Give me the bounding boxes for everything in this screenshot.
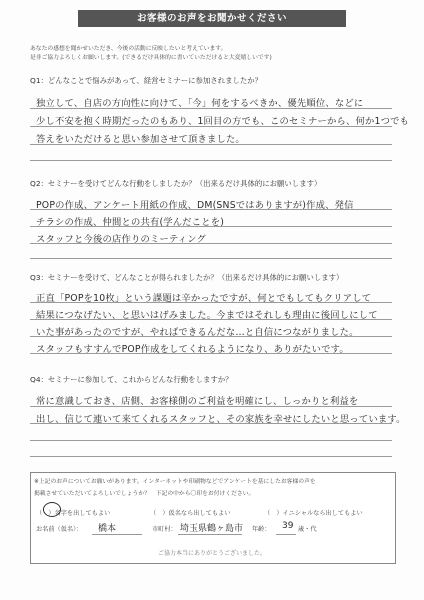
answer-rule	[30, 160, 392, 161]
answer-3-line-3: いた事があったのですが、やればできるんだな…と自信につながりました。	[36, 327, 359, 338]
answer-rule	[30, 336, 392, 337]
consent-line-1: ※上記のお声についてお願いがあります。インターネットや印刷物などでアンケートを基にしたお客様の声を	[34, 479, 316, 485]
age-label: 年齢：	[252, 526, 271, 533]
answer-rule	[30, 302, 392, 303]
answer-1-line-2: 少し不安を抱く時期だったのもあり、1回目の方でも、このセミナーから、何か1つでも	[36, 116, 410, 127]
city-label: 市町村：	[152, 526, 177, 533]
answer-rule	[30, 406, 392, 407]
question-1-title: Q1：どんなことで悩みがあって、経営セミナーに参加されましたか？	[30, 76, 263, 85]
page-title: お客様のお声をお聞かせください	[78, 10, 346, 27]
option-pseudonym[interactable]: （ ）仮名なら出してもよい	[150, 510, 231, 517]
name-label: お名前（仮名）：	[36, 526, 83, 533]
answer-rule	[30, 353, 392, 354]
age-suffix: 歳・代	[298, 526, 317, 533]
answer-rule	[30, 440, 392, 441]
age-value: 39	[282, 521, 294, 531]
consent-line-2: 掲載させていただいてよろしいでしょうか？ 下記の中から〇印をお付けください。	[34, 491, 255, 497]
answer-2-line-2: チラシの作成、仲間との共有(学んだことを)	[36, 217, 225, 228]
intro-text	[30, 45, 400, 62]
answer-2-line-3: スタッフと今後の店作りのミーティング	[36, 234, 207, 245]
selected-circle-mark	[43, 502, 61, 517]
option-initials[interactable]: （ ）イニシャルなら出してもよい	[264, 510, 363, 517]
thank-you-note: ご協力本当にありがとうございました。	[157, 550, 266, 557]
answer-rule	[30, 456, 392, 457]
answer-4-line-1: 常に意識しておき、店側、お客様側のご利益を明確にし、しっかりと利益を	[36, 396, 359, 407]
answer-rule	[30, 319, 392, 320]
answer-rule	[30, 258, 392, 259]
answer-3-line-2: 結果につなげたい、と思いはげみました。今まではそれしも理由に後回しにして	[36, 310, 378, 321]
intro-line-1: あなたの感想を聞かせいただき、今後の活動に反映したいと考えています。	[30, 46, 227, 52]
name-underline	[92, 534, 142, 535]
answer-rule	[30, 209, 392, 210]
answer-3-line-1: 正直「POPを10枚」という課題は辛かったですが、何とでもしてもクリアして	[36, 293, 372, 304]
question-2-title: Q2：セミナーを受けてどんな行動をしましたか？（出来るだけ具体的にお願いします）	[30, 179, 322, 188]
answer-1-line-1: 独立して、自店の方向性に向けて、「今」何をするべきか、優先順位、などに	[36, 98, 364, 109]
answer-rule	[30, 226, 392, 227]
answer-3-line-4: スタッフもすすんでPOP作成をしてくれるようになり、ありがたいです。	[36, 344, 349, 355]
answer-rule	[30, 423, 392, 424]
answer-1-line-3: 答えをいただけると思い参加させて頂きました。	[36, 134, 245, 145]
answer-rule	[30, 144, 392, 145]
answer-2-line-1: POPの作成、アンケート用紙の作成、DM(SNSではありますが)作成、発信	[36, 200, 354, 211]
city-value: 埼玉県鶴ヶ島市	[180, 524, 244, 534]
answer-rule	[30, 126, 392, 127]
city-underline	[178, 534, 242, 535]
age-underline	[276, 534, 296, 535]
answer-4-line-2: 出し、信じて連いて来てくれるスタッフと、その家族を幸せにしたいと思っています。	[36, 414, 406, 425]
intro-line-2: 是非ご協力よろしくお願いします。(できるだけ具体的に書いていただけると大変嬉しいです)	[30, 54, 272, 61]
question-3-title: Q3：セミナーを受けて、どんなことが得られましたか？（出来るだけ具体的にお願いします）	[30, 273, 344, 282]
answer-rule	[30, 243, 392, 244]
option-real-name[interactable]: （ ）名字を出してもよい	[36, 510, 111, 517]
name-value: 橋本	[98, 524, 117, 534]
question-4-title: Q4：セミナーに参加して、これからどんな行動をしますか？	[30, 375, 233, 384]
answer-rule	[30, 108, 392, 109]
